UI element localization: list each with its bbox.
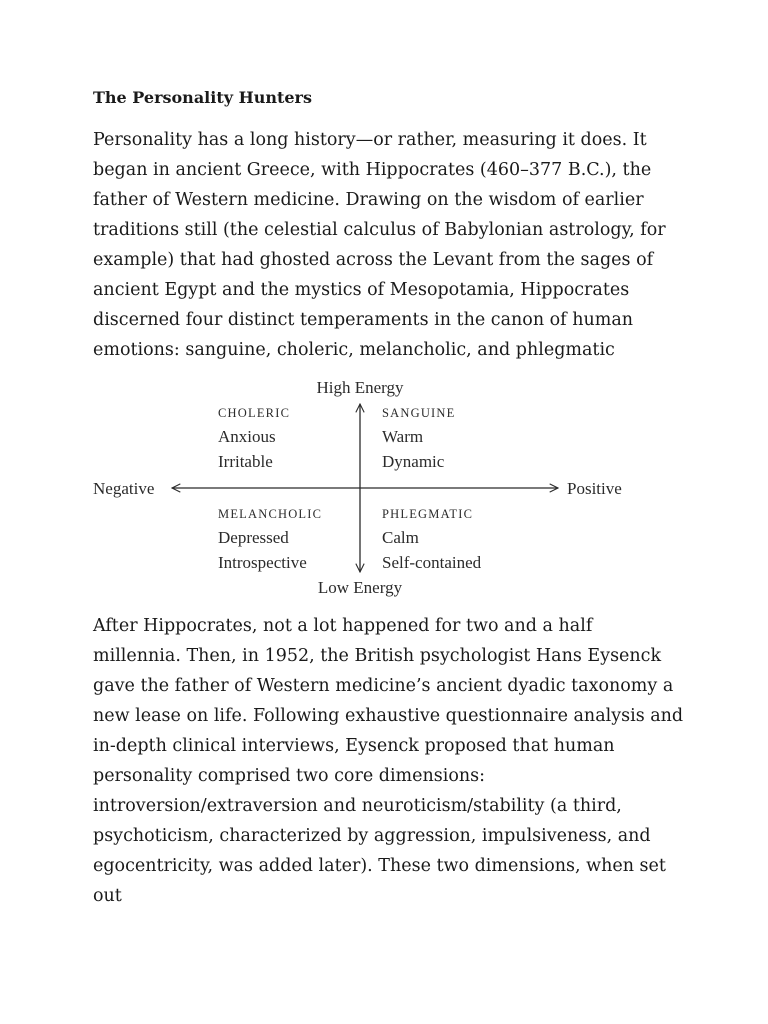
text-line: psychoticism, characterized by aggression, impulsiveness, and: [93, 826, 651, 846]
text-line: Personality has a long history—or rather, measuring it does. It: [93, 130, 647, 150]
axis-label-bottom: Low Energy: [317, 578, 403, 597]
quadrant-label-choleric: CHOLERIC: [218, 406, 291, 420]
text-line: ancient Egypt and the mystics of Mesopotamia, Hippocrates: [93, 280, 630, 300]
axis-label-left: Negative: [93, 479, 155, 498]
text-line: millennia. Then, in 1952, the British psychologist Hans Eysenck: [93, 646, 662, 666]
text-line: traditions still (the celestial calculus of Babylonian astrology, for: [93, 220, 666, 240]
text-line: egocentricity, was added later). These two dimensions, when set: [93, 856, 666, 876]
text-line: emotions: sanguine, choleric, melancholic, and phlegmatic: [93, 340, 615, 360]
trait-self-contained: Self-contained: [382, 553, 482, 572]
text-line: in-depth clinical interviews, Eysenck proposed that human: [93, 736, 615, 756]
text-line: gave the father of Western medicine’s ancient dyadic taxonomy a: [93, 676, 674, 696]
trait-anxious: Anxious: [218, 427, 276, 446]
trait-warm: Warm: [382, 427, 424, 446]
trait-introspective: Introspective: [218, 553, 307, 572]
text-line: new lease on life. Following exhaustive questionnaire analysis and: [93, 706, 684, 726]
quadrant-label-sanguine: SANGUINE: [382, 406, 456, 420]
paragraph-eysenck: [93, 611, 683, 911]
quadrant-label-melancholic: MELANCHOLIC: [218, 507, 323, 521]
axis-label-right: Positive: [567, 479, 622, 498]
text-line: father of Western medicine. Drawing on the wisdom of earlier: [93, 190, 644, 210]
text-line: introversion/extraversion and neuroticism/stability (a third,: [93, 796, 622, 816]
trait-irritable: Irritable: [218, 452, 273, 471]
temperament-diagram: [0, 370, 768, 600]
paragraph-intro: [93, 125, 666, 365]
trait-dynamic: Dynamic: [382, 452, 445, 471]
page-title: The Personality Hunters: [93, 88, 312, 107]
trait-depressed: Depressed: [218, 528, 289, 547]
text-line: discerned four distinct temperaments in the canon of human: [93, 310, 634, 330]
text-line: began in ancient Greece, with Hippocrates (460–377 B.C.), the: [93, 160, 652, 180]
axis-label-top: High Energy: [316, 378, 404, 397]
text-line: example) that had ghosted across the Levant from the sages of: [93, 250, 654, 270]
text-line: out: [93, 886, 122, 906]
text-line: After Hippocrates, not a lot happened for two and a half: [93, 616, 593, 636]
trait-calm: Calm: [382, 528, 419, 547]
text-line: personality comprised two core dimensions:: [93, 766, 486, 786]
quadrant-label-phlegmatic: PHLEGMATIC: [382, 507, 474, 521]
